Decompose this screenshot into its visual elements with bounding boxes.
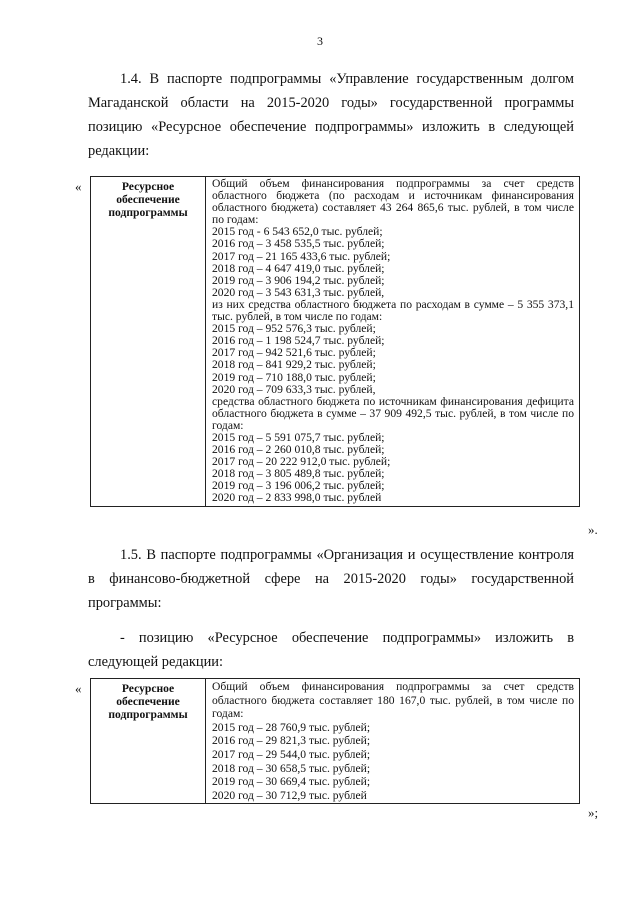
table1-year-row: 2018 год – 4 647 419,0 тыс. рублей; [212, 261, 385, 275]
table1-expenses-row: 2020 год – 709 633,3 тыс. рублей, [212, 382, 376, 396]
table2-value-cell [206, 679, 580, 804]
table1-year-row: 2017 год – 21 165 433,6 тыс. рублей; [212, 249, 391, 263]
dash-item-paragraph: - позицию «Ресурсное обеспечение подпрограммы» изложить в следующей редакции: [88, 630, 574, 670]
section-1-5-paragraph: 1.5. В паспорте подпрограммы «Организация и осуществление контроля в финансово-бюджетной сфере на 2015-2020 годы» государственной программы: [88, 547, 574, 611]
table1-open-quote: « [75, 179, 82, 194]
table2-year-row: 2020 год – 30 712,9 тыс. рублей [212, 788, 367, 802]
table1-expenses-row: 2017 год – 942 521,6 тыс. рублей; [212, 346, 376, 360]
table1-expenses-row: 2015 год – 952 576,3 тыс. рублей; [212, 322, 376, 336]
table1-year-row: 2015 год - 6 543 652,0 тыс. рублей; [212, 225, 383, 239]
table1-intro: Общий объем финансирования подпрограммы за счет средств областного бюджета (по расходам и источникам финансирования областного бюджета) составляет 43 264 865,6 тыс. рублей, в том числе по годам: [212, 177, 574, 227]
table1-expenses-row: 2016 год – 1 198 524,7 тыс. рублей; [212, 334, 385, 348]
table2-year-row: 2016 год – 29 821,3 тыс. рублей; [212, 734, 371, 748]
table2-intro: Общий объем финансирования подпрограммы за счет средств областного бюджета составляет 180 167,0 тыс. рублей, в том числе по годам: [212, 680, 574, 721]
table1-sources-row: 2019 год – 3 196 006,2 тыс. рублей; [212, 479, 385, 493]
table1-sources-row: 2017 год – 20 222 912,0 тыс. рублей; [212, 455, 391, 469]
section-1-4-paragraph: 1.4. В паспорте подпрограммы «Управление государственным долгом Магаданской области на 2015-2020 годы» государственной программы позицию «Ресурсное обеспечение подпрограммы» изложить в следующей редакции: [88, 71, 574, 159]
table2-year-row: 2019 год – 30 669,4 тыс. рублей; [212, 775, 371, 789]
table2-open-quote: « [75, 681, 82, 696]
table1-sources-row: 2015 год – 5 591 075,7 тыс. рублей; [212, 430, 385, 444]
table1-year-row: 2019 год – 3 906 194,2 тыс. рублей; [212, 273, 385, 287]
table2-year-row: 2017 год – 29 544,0 тыс. рублей; [212, 747, 371, 761]
table1-year-row: 2020 год – 3 543 631,3 тыс. рублей, [212, 285, 385, 299]
table1-sources-row: 2016 год – 2 260 010,8 тыс. рублей; [212, 443, 385, 457]
resource-table-2 [90, 678, 580, 804]
table1-expenses-row: 2019 год – 710 188,0 тыс. рублей; [212, 370, 376, 384]
table1-sources-intro: средства областного бюджета по источникам финансирования дефицита областного бюджета в сумме – 37 909 492,5 тыс. рублей, в том числе по годам: [212, 394, 574, 432]
table2-label: Ресурсное обеспечение подпрограммы [91, 679, 206, 804]
table1-close-quote: ». [588, 522, 598, 537]
table1-expenses-intro: из них средства областного бюджета по расходам в сумме – 5 355 373,1 тыс. рублей, в том числе по годам: [212, 297, 574, 324]
table2-year-row: 2018 год – 30 658,5 тыс. рублей; [212, 761, 371, 775]
table1-year-row: 2016 год – 3 458 535,5 тыс. рублей; [212, 237, 385, 251]
resource-table-1 [90, 176, 580, 507]
table1-label: Ресурсное обеспечение подпрограммы [91, 177, 206, 507]
page-number: 3 [317, 34, 323, 48]
table1-expenses-row: 2018 год – 841 929,2 тыс. рублей; [212, 358, 376, 372]
table1-value-cell [206, 177, 580, 507]
table1-sources-row: 2020 год – 2 833 998,0 тыс. рублей [212, 491, 382, 505]
table2-close-quote: »; [588, 805, 599, 820]
table1-sources-row: 2018 год – 3 805 489,8 тыс. рублей; [212, 467, 385, 481]
table2-year-row: 2015 год – 28 760,9 тыс. рублей; [212, 720, 371, 734]
